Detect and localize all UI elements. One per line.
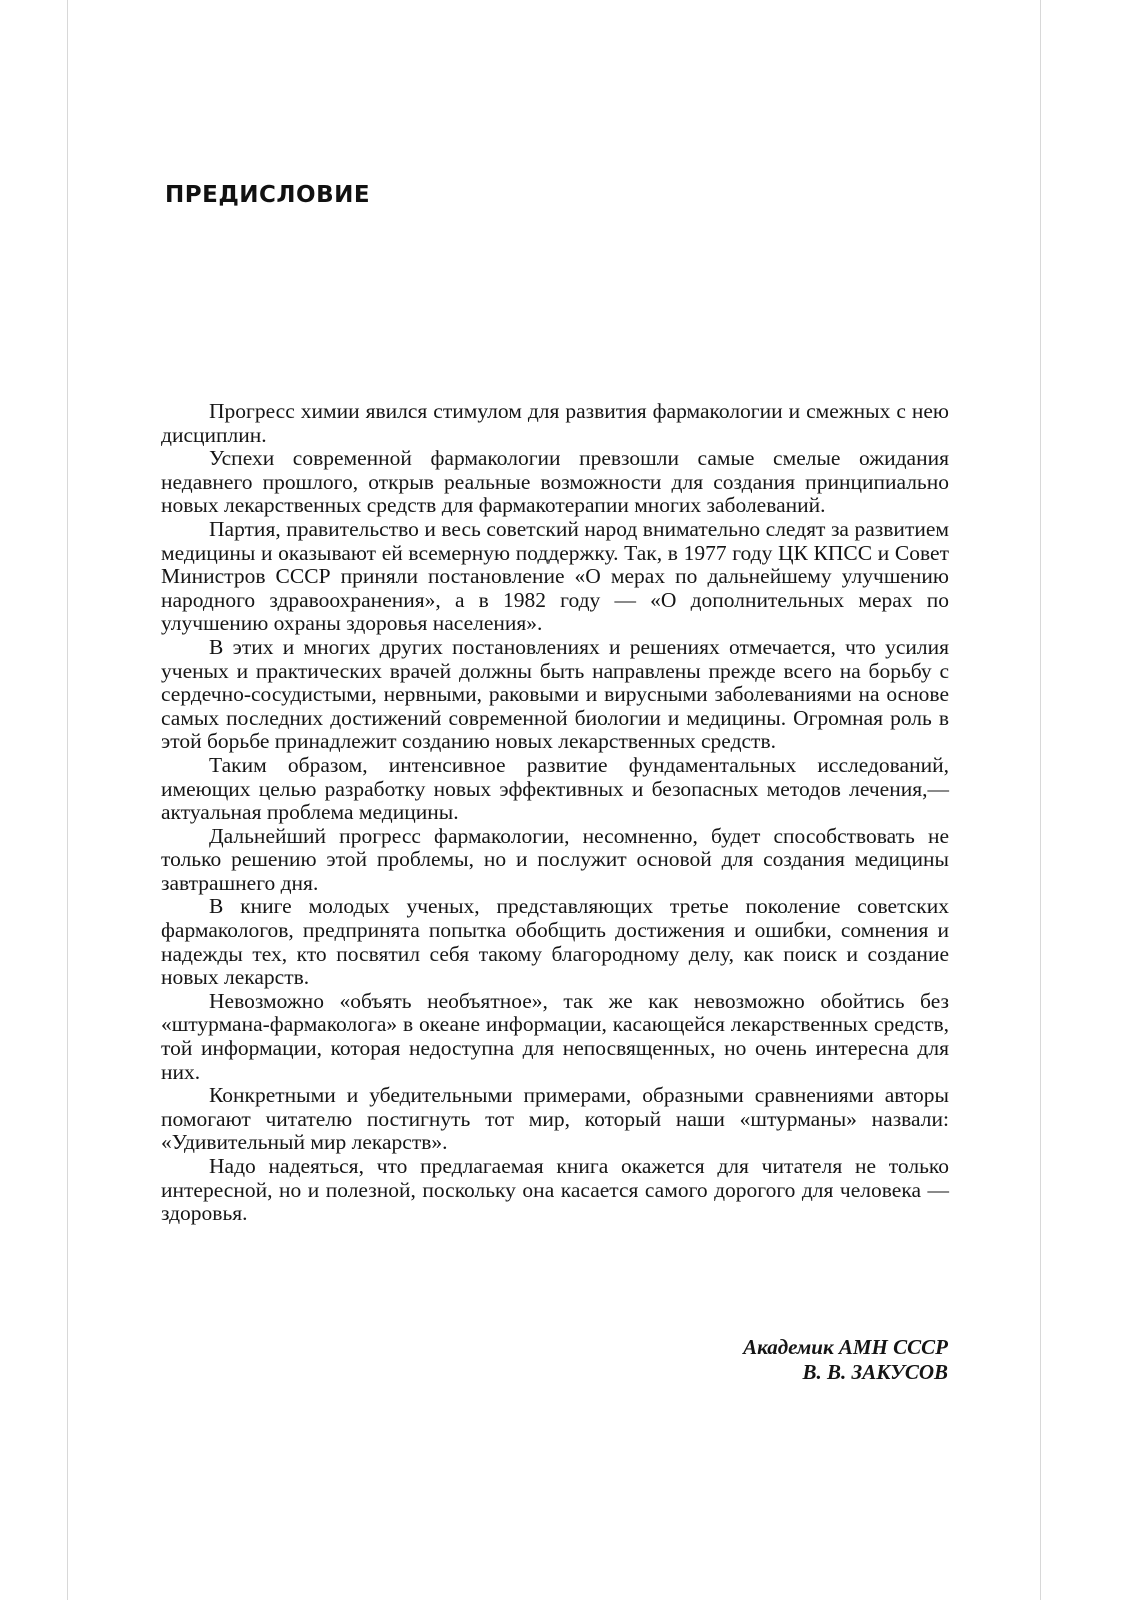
paragraph: Дальнейший прогресс фармакологии, несомненно, будет способствовать не только решению этой проблемы, но и послужит основой для создания медицины завтрашнего дня. — [161, 823, 949, 895]
signature-title: Академик АМН СССР — [743, 1335, 948, 1359]
paragraph: Невозможно «объять необъятное», так же как невозможно обойтись без «штурмана-фармаколога» в океане информации, касающейся лекарственных средств, той информации, которая недоступна для непосвященных, но очень интересна для них. — [161, 988, 949, 1084]
paragraph: Надо надеяться, что предлагаемая книга окажется для читателя не только интересной, но и полезной, поскольку она касается самого дорогого для человека — здоровья. — [161, 1154, 949, 1226]
page-title: ПРЕДИСЛОВИЕ — [165, 182, 371, 208]
paragraph: Успехи современной фармакологии превзошли самые смелые ожидания недавнего прошлого, открыв реальные возможности для создания принципиально новых лекарственных средств для фармакотерапии многих заболеваний. — [161, 446, 949, 518]
signature-name: В. В. ЗАКУСОВ — [802, 1360, 948, 1384]
paragraph: Конкретными и убедительными примерами, образными сравнениями авторы помогают читателю постигнуть тот мир, который наши «штурманы» назвали: «Удивительный мир лекарств». — [161, 1083, 949, 1155]
signature — [743, 1335, 948, 1385]
paragraph: Прогресс химии явился стимулом для развития фармакологии и смежных с нею дисциплин. — [161, 399, 949, 447]
paragraph: Таким образом, интенсивное развитие фундаментальных исследований, имеющих целью разработку новых эффективных и безопасных методов лечения,— актуальная проблема медицины. — [161, 752, 949, 825]
paragraph: В книге молодых ученых, представляющих третье поколение советских фармакологов, предпринята попытка обобщить достижения и ошибки, сомнения и надежды тех, кто посвятил себя такому благородному делу, как поиск и создание новых лекарств. — [161, 894, 949, 990]
paragraph: Партия, правительство и весь советский народ внимательно следят за развитием медицины и оказывают ей всемерную поддержку. Так, в 1977 году ЦК КПСС и Совет Министров СССР приняли постановление «О мерах по дальнейшему улучшению народного здравоохранения», а в 1982 году — «О дополнительных мерах по улучшению охраны здоровья населения». — [161, 516, 949, 636]
paragraph: В этих и многих других постановлениях и решениях отмечается, что усилия ученых и практических врачей должны быть направлены прежде всего на борьбу с сердечно-сосудистыми, нервными, раковыми и вирусными заболеваниями на основе самых последних достижений современной биологии и медицины. Огромная роль в этой борьбе принадлежит созданию новых лекарственных средств. — [161, 634, 949, 754]
preface-body — [161, 400, 949, 1226]
